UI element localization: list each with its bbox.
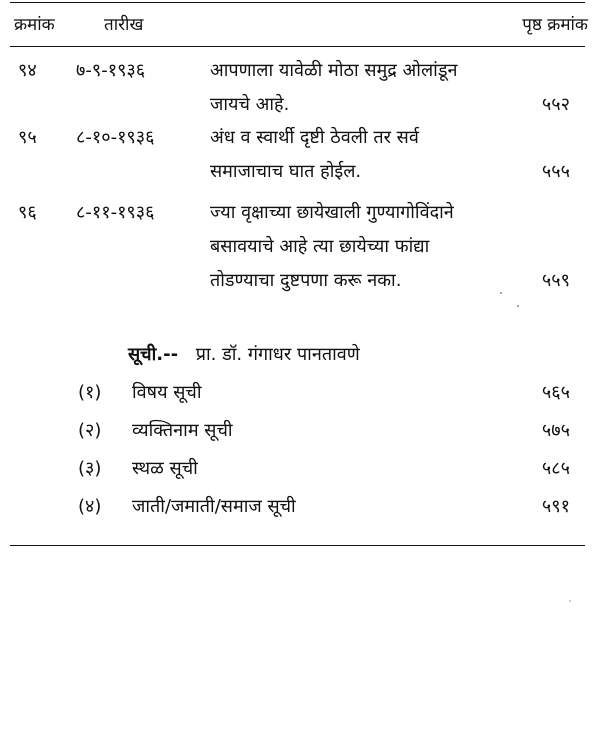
index-heading [128, 340, 360, 370]
entry-number: ९५ [18, 127, 37, 148]
header-date-label: तारीख [104, 15, 144, 35]
index-author: प्रा. डॉ. गंगाधर पानतावणे [195, 344, 360, 365]
index-item-number: (३) [78, 458, 102, 479]
top-rule [10, 2, 585, 3]
index-item-number: (४) [78, 496, 102, 517]
index-item-label: जाती/जमाती/समाज सूची [132, 496, 296, 517]
entry-date: ७-९-१९३६ [76, 60, 146, 81]
index-item [0, 452, 600, 486]
index-item-label: व्यक्तिनाम सूची [132, 420, 233, 441]
index-item-page: ५६५ [541, 382, 570, 403]
entry-title: आपणाला यावेळी मोठा समुद्र ओलांडून जायचे आहे. [210, 60, 458, 115]
index-item-page: ५९१ [541, 496, 570, 517]
entry-row [0, 196, 600, 298]
entry-title: ज्या वृक्षाच्या छायेखाली गुण्यागोविंदाने बसावयाचे आहे त्या छायेच्या फांद्या तोडण्याचा दुष्टपणा करू नका. [210, 202, 454, 291]
entry-page: ५५२ [541, 94, 570, 115]
entry-page: ५५५ [541, 161, 570, 182]
entry-number: ९४ [18, 60, 37, 81]
index-item-page: ५८५ [541, 458, 570, 479]
header-rule [10, 46, 585, 47]
entry-number: ९६ [18, 202, 37, 223]
index-item-label: विषय सूची [132, 382, 202, 403]
entry-date: ८-११-१९३६ [76, 202, 155, 223]
index-item [0, 490, 600, 524]
scan-speck [569, 600, 571, 602]
index-item-number: (२) [78, 420, 102, 441]
bottom-rule [10, 545, 585, 546]
scan-speck [517, 305, 519, 307]
entry-title: अंध व स्वार्थी दृष्टी ठेवली तर सर्व समाजाचाच घात होईल. [210, 127, 419, 182]
entry-page: ५५९ [541, 270, 570, 291]
entry-date: ८-१०-१९३६ [76, 127, 155, 148]
index-item-number: (१) [78, 382, 102, 403]
header-number-label: क्रमांक [14, 15, 55, 35]
entry-row [0, 54, 600, 122]
index-item [0, 414, 600, 448]
index-label: सूची.-- [128, 344, 179, 365]
index-item [0, 376, 600, 410]
header-page-label: पृष्ठ क्रमांक [522, 15, 588, 35]
scan-speck [500, 292, 502, 294]
entry-row [0, 121, 600, 189]
index-item-page: ५७५ [541, 420, 570, 441]
index-item-label: स्थळ सूची [132, 458, 198, 479]
